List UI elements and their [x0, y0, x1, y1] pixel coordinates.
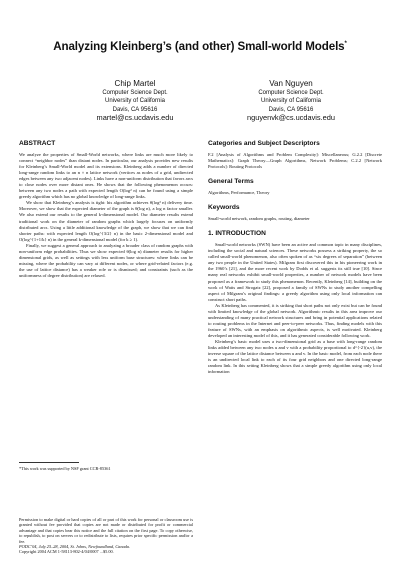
author-block-1 [50, 80, 220, 123]
general-terms-text: Algorithms, Performance, Theory [208, 190, 270, 196]
author-email: martel@cs.ucdavis.edu [96, 113, 174, 123]
copyright-block [19, 517, 193, 555]
copyright-notice: Permission to make digital or hard copies of all or part of this work for personal or classroom use is granted without fee provided that copies are not made or distributed for profit or commercial advantage and that copies bear this notice and the full citation on the first page. To copy otherwise, to republish, to post on servers or to redistribute to lists, requires prior specific permission and/or a fee. [19, 517, 193, 544]
introduction-paragraph-1: Small-world networks (SWN) have been an active and common topic in many disciplines, including the social and natural sciences. These networks possess a striking property, the so called small-world phenomenon, also often spoken of as “six degrees of separation” (between any two people in the United States). Milgram first discovered this in his pioneering work in the 1960’s [21], and the more recent work by Dodds et al. suggests its still true [10]. Since many real networks exhibit small-world properties, a number of network models have been proposed as a framework to study this phenomenon. Recently, Kleinberg [14], building on the work of Watts and Strogatz [22], proposed a family of SWNs to study another compelling aspect of Milgram’s original findings: a greedy algorithm using only local information can construct short paths. [208, 242, 382, 302]
author-univ: University of California [260, 98, 322, 105]
general-terms-heading: General Terms [208, 178, 254, 186]
keywords-text: Small-world network, random graphs, routing, diameter [208, 216, 310, 222]
author-univ: University of California [104, 98, 166, 105]
author-email: nguyenvk@cs.ucdavis.edu [246, 113, 336, 123]
author-name: Van Nguyen [269, 79, 313, 88]
conference-venue: PODC’04, July 25–28, 2004, St. Johns, Newfoundland, Canada. [19, 544, 130, 550]
author-dept: Computer Science Dept. [258, 89, 324, 96]
author-name: Chip Martel [114, 79, 156, 88]
left-column [19, 140, 193, 279]
author-dept: Computer Science Dept. [102, 89, 168, 96]
introduction-paragraph-3: Kleinberg’s basic model uses a two-dimensional grid as a base with long-range random links added between any two nodes u and v with a probability proportional to d^{-2}(u,v), the inverse square of the lattice distance between u and v. In the basic model, from each node there is an undirected local link to each of its four grid neighbors and one directed long-range random link. In this setting Kleinberg shows that a simple greedy algorithm using only local information [208, 338, 382, 375]
paper-title [0, 40, 400, 53]
abstract-paragraph-1: We analyze the properties of Small-World networks, where links are much more likely to connect “neighbor nodes” than distant nodes. In particular, our analysis provides new results for Kleinberg’s Small-World model and its extensions. Kleinberg adds a number of directed long-range random links to an n × n lattice network (vertices as nodes of a grid, undirected edges between any two adjacent nodes). Links have a non-uniform distribution that favors arcs to close nodes over more distant ones. He shows that the following phenomenon occurs: between any two nodes a path with expected length O(log² n) can be found using a simple greedy algorithm which has no global knowledge of long-range links. [19, 152, 193, 200]
footnote-rule [19, 462, 79, 463]
acm-copyright: Copyright 2004 ACM 1-58113-802-4/04/0007 ...$5.00. [19, 549, 114, 555]
author-block-2 [206, 80, 376, 123]
keywords-heading: Keywords [208, 204, 240, 212]
title-text: Analyzing Kleinberg’s (and other) Small-world Models [53, 40, 345, 53]
categories-text: F.2 [Analysis of Algorithms and Problem Complexity]: Miscellaneous; G.2.2 [Discrete Mathematics]: Graph Theory—Graph Algorithms, Network Problems; C.2.2 [Network Protocols]: Routing Protocols [208, 152, 382, 170]
author-city: Davis, CA 95616 [112, 106, 158, 113]
introduction-paragraph-2: As Kleinberg has commented, it is striking that short paths not only exist but can be found with limited knowledge of the global network. Algorithmic results in this area improve our understanding of many practical network structures and bring in potential applications related to routing problems in the Internet and peer-to-peer networks. Thus, finding models with this feature of SWNs, with an emphasis on algorithmic aspects, is well motivated. Kleinberg developed an interesting model of this, and it has generated considerable following work. [208, 302, 382, 338]
abstract-paragraph-2: We show that Kleinberg’s analysis is tight: his algorithm achieves θ(log² n) delivery time. Moreover, we show that the expected diameter of the graph is θ(log n), a log n factor smaller. We also extend our results to the general k-dimensional model. Our diameter results extend traditional work on the diameter of random graphs which largely focuses on uniformly distributed arcs. Using a little additional knowledge of the graph, we show that we can find shorter paths: with expected length O(log^{3/2} n) in the basic 2-dimensional model and O(log^{1+1/k} n) in the general k-dimensional model (for k ≥ 1). [19, 200, 193, 242]
support-footnote: *This work was supported by NSF grant CCR-85361 [19, 466, 111, 471]
right-column [208, 140, 382, 375]
abstract-heading: ABSTRACT [19, 140, 56, 147]
introduction-heading: 1. INTRODUCTION [208, 230, 266, 238]
categories-heading: Categories and Subject Descriptors [208, 140, 320, 147]
title-footnote-mark: * [344, 41, 347, 48]
author-city: Davis, CA 95616 [268, 106, 314, 113]
abstract-paragraph-3: Finally, we suggest a general approach to analyzing a broader class of random graphs with non-uniform edge probabilities. Thus we show expected θ(log n) diameter results for higher dimensional grids, as well as settings with less uniform base structures: where links can be missing, where the probability can vary at different nodes, or where grid-related factors (e.g. the use of lattice distance) has a weaker role or is dismissed; and constraints (such as the uniformness of degree distribution) are relaxed. [19, 242, 193, 278]
